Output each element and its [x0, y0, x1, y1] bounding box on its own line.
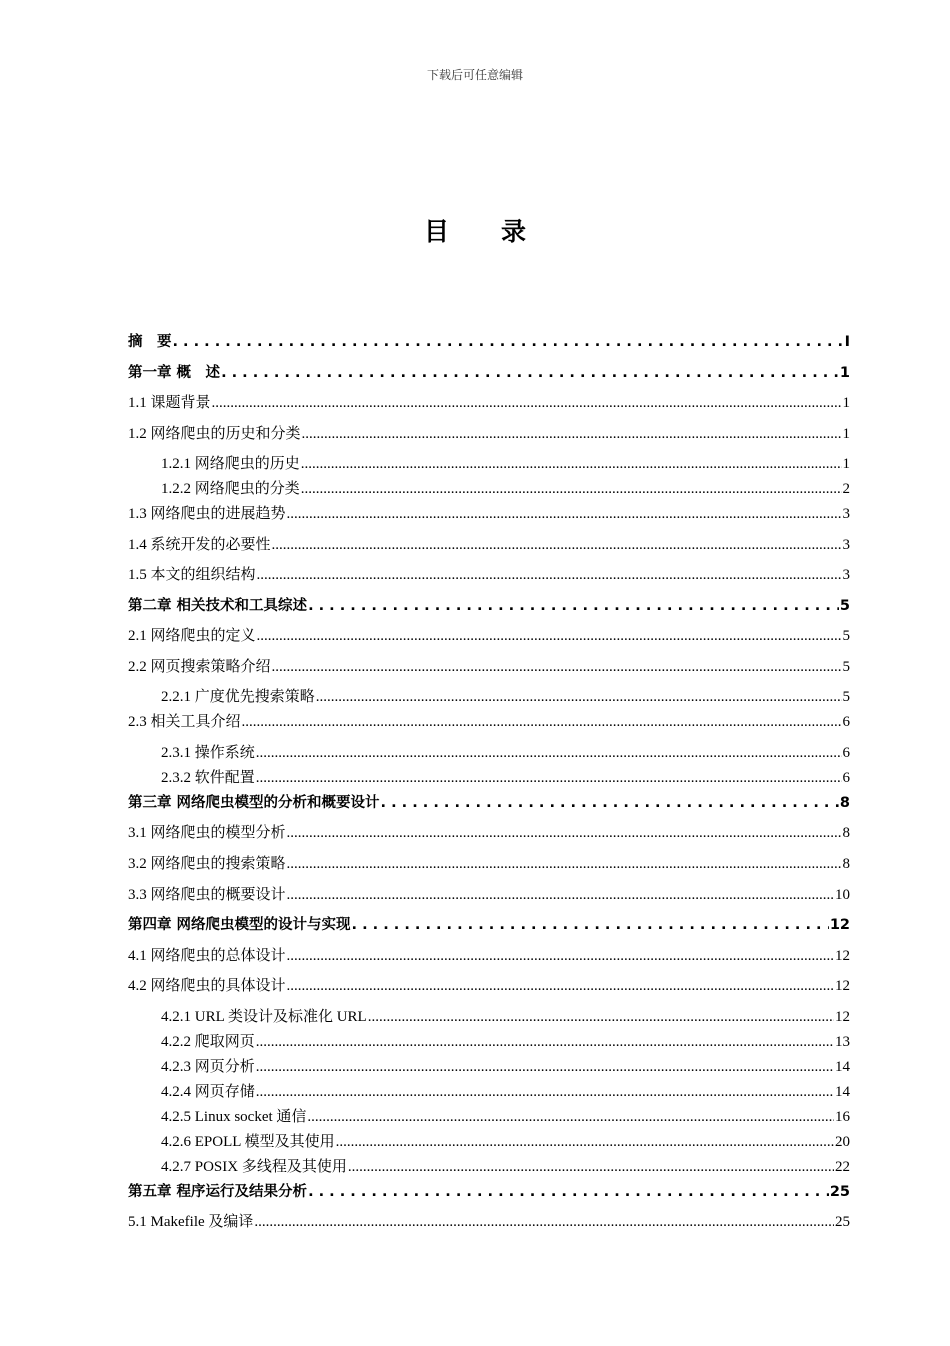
toc-leader-dots — [287, 824, 842, 842]
toc-entry[interactable] — [128, 505, 850, 523]
toc-entry-page: 14 — [835, 1084, 850, 1100]
toc-leader-dots — [308, 1183, 829, 1201]
page-header-note: 下载后可任意编辑 — [426, 68, 523, 82]
toc-entry-page: 1 — [842, 456, 850, 472]
toc-leader-dots — [254, 1213, 834, 1231]
toc-entry-page: 16 — [835, 1109, 850, 1125]
toc-entry[interactable] — [161, 1033, 850, 1051]
toc-entry-page: 6 — [842, 714, 850, 730]
toc-entry-page: 3 — [842, 506, 850, 522]
toc-entry-page: I — [844, 334, 850, 350]
toc-entry-label: 2.2.1 广度优先搜索策略 — [161, 689, 315, 705]
toc-entry[interactable] — [128, 536, 850, 554]
toc-entry-label: 第三章 网络爬虫模型的分析和概要设计 — [128, 795, 380, 811]
toc-entry-label: 3.2 网络爬虫的搜索策略 — [128, 856, 286, 872]
toc-entry-label: 4.2 网络爬虫的具体设计 — [128, 978, 286, 994]
toc-entry-label: 1.1 课题背景 — [128, 395, 211, 411]
toc-entry-label: 4.2.7 POSIX 多线程及其使用 — [161, 1159, 347, 1175]
toc-leader-dots — [257, 627, 842, 645]
toc-leader-dots — [287, 947, 834, 965]
toc-entry-label: 2.2 网页搜索策略介绍 — [128, 659, 271, 675]
toc-entry-page: 25 — [829, 1184, 850, 1200]
toc-entry-page: 22 — [835, 1159, 850, 1175]
toc-entry[interactable] — [161, 1008, 850, 1026]
toc-entry-label: 2.3.2 软件配置 — [161, 770, 255, 786]
toc-entry-page: 12 — [829, 917, 850, 933]
toc-entry[interactable] — [161, 480, 850, 498]
toc-entry-label: 3.1 网络爬虫的模型分析 — [128, 825, 286, 841]
toc-entry-page: 14 — [835, 1059, 850, 1075]
toc-entry-label: 1.3 网络爬虫的进展趋势 — [128, 506, 286, 522]
toc-entry[interactable] — [128, 794, 850, 812]
toc-entry[interactable] — [128, 713, 850, 731]
toc-leader-dots — [302, 425, 842, 443]
toc-leader-dots — [287, 886, 834, 904]
toc-entry-label: 4.1 网络爬虫的总体设计 — [128, 948, 286, 964]
toc-leader-dots — [307, 1108, 834, 1126]
toc-entry[interactable] — [128, 886, 850, 904]
toc-entry[interactable] — [128, 627, 850, 645]
toc-leader-dots — [287, 855, 842, 873]
toc-entry-page: 20 — [835, 1134, 850, 1150]
toc-entry[interactable] — [128, 916, 850, 934]
toc-entry[interactable] — [128, 947, 850, 965]
toc-leader-dots — [301, 480, 842, 498]
toc-leader-dots — [256, 1058, 834, 1076]
toc-entry-label: 5.1 Makefile 及编译 — [128, 1214, 254, 1230]
toc-entry[interactable] — [128, 658, 850, 676]
toc-entry[interactable] — [128, 855, 850, 873]
toc-entry[interactable] — [128, 1183, 850, 1201]
toc-entry-label: 第二章 相关技术和工具综述 — [128, 598, 308, 614]
toc-entry-label: 2.3 相关工具介绍 — [128, 714, 241, 730]
toc-leader-dots — [256, 769, 842, 787]
toc-entry-label: 4.2.2 爬取网页 — [161, 1034, 255, 1050]
toc-entry-label: 4.2.6 EPOLL 模型及其使用 — [161, 1134, 335, 1150]
toc-entry[interactable] — [128, 1213, 850, 1231]
toc-entry[interactable] — [161, 769, 850, 787]
toc-entry-label: 第四章 网络爬虫模型的设计与实现 — [128, 917, 351, 933]
toc-entry[interactable] — [161, 688, 850, 706]
toc-entry-page: 3 — [842, 537, 850, 553]
toc-entry-page: 5 — [842, 659, 850, 675]
toc-entry-label: 4.2.5 Linux socket 通信 — [161, 1109, 307, 1125]
toc-entry-page: 6 — [842, 770, 850, 786]
toc-leader-dots — [336, 1133, 834, 1151]
toc-entry-label: 3.3 网络爬虫的概要设计 — [128, 887, 286, 903]
toc-leader-dots — [242, 713, 842, 731]
toc-entry[interactable] — [128, 394, 850, 412]
toc-entry-page: 12 — [835, 1009, 850, 1025]
toc-leader-dots — [301, 455, 842, 473]
toc-leader-dots — [368, 1008, 834, 1026]
toc-leader-dots — [287, 505, 842, 523]
toc-entry[interactable] — [161, 455, 850, 473]
toc-entry[interactable] — [128, 364, 850, 382]
toc-entry-label: 1.5 本文的组织结构 — [128, 567, 256, 583]
toc-leader-dots — [316, 688, 842, 706]
toc-leader-dots — [212, 394, 842, 412]
toc-entry-label: 第一章 概 述 — [128, 365, 221, 381]
toc-entry-page: 10 — [835, 887, 850, 903]
toc-entry-label: 2.3.1 操作系统 — [161, 745, 255, 761]
toc-leader-dots — [257, 566, 842, 584]
toc-entry-label: 4.2.1 URL 类设计及标准化 URL — [161, 1009, 367, 1025]
toc-entry[interactable] — [161, 744, 850, 762]
toc-entry[interactable] — [161, 1158, 850, 1176]
toc-entry[interactable] — [128, 597, 850, 615]
toc-title: 目录 — [423, 217, 578, 246]
toc-leader-dots — [308, 597, 839, 615]
toc-entry-label: 摘 要 — [128, 334, 172, 350]
toc-entry-page: 3 — [842, 567, 850, 583]
toc-entry-page: 2 — [842, 481, 850, 497]
toc-entry-label: 1.2.1 网络爬虫的历史 — [161, 456, 300, 472]
toc-entry-page: 13 — [835, 1034, 850, 1050]
toc-entry-page: 1 — [842, 426, 850, 442]
toc-leader-dots — [348, 1158, 834, 1176]
toc-entry[interactable] — [161, 1058, 850, 1076]
toc-entry-page: 12 — [835, 978, 850, 994]
toc-entry-page: 8 — [842, 825, 850, 841]
toc-entry[interactable] — [161, 1083, 850, 1101]
toc-entry[interactable] — [128, 977, 850, 995]
toc-entry[interactable] — [161, 1133, 850, 1151]
toc-entry-page: 8 — [839, 795, 850, 811]
toc-entry-label: 1.2.2 网络爬虫的分类 — [161, 481, 300, 497]
toc-entry[interactable] — [161, 1108, 850, 1126]
toc-entry-page: 12 — [835, 948, 850, 964]
toc-leader-dots — [272, 658, 842, 676]
toc-leader-dots — [287, 977, 834, 995]
toc-leader-dots — [256, 1033, 834, 1051]
toc-leader-dots — [173, 333, 844, 351]
toc-entry-page: 1 — [842, 395, 850, 411]
toc-leader-dots — [221, 364, 839, 382]
toc-entry-label: 1.4 系统开发的必要性 — [128, 537, 271, 553]
toc-leader-dots — [381, 794, 839, 812]
toc-entry[interactable] — [128, 824, 850, 842]
toc-entry-page: 5 — [842, 628, 850, 644]
toc-entry-label: 4.2.3 网页分析 — [161, 1059, 255, 1075]
toc-leader-dots — [352, 916, 829, 934]
toc-leader-dots — [256, 744, 842, 762]
toc-entry-label: 第五章 程序运行及结果分析 — [128, 1184, 308, 1200]
toc-entry[interactable] — [128, 425, 850, 443]
toc-entry-page: 5 — [839, 598, 850, 614]
toc-leader-dots — [256, 1083, 834, 1101]
toc-entry-label: 4.2.4 网页存储 — [161, 1084, 255, 1100]
toc-leader-dots — [272, 536, 842, 554]
toc-entry-page: 1 — [839, 365, 850, 381]
toc-entry-page: 25 — [835, 1214, 850, 1230]
toc-entry[interactable] — [128, 333, 850, 351]
toc-entry-page: 8 — [842, 856, 850, 872]
toc-entry-label: 2.1 网络爬虫的定义 — [128, 628, 256, 644]
toc-entry[interactable] — [128, 566, 850, 584]
toc-entry-label: 1.2 网络爬虫的历史和分类 — [128, 426, 301, 442]
toc-entry-page: 6 — [842, 745, 850, 761]
toc-entry-page: 5 — [842, 689, 850, 705]
